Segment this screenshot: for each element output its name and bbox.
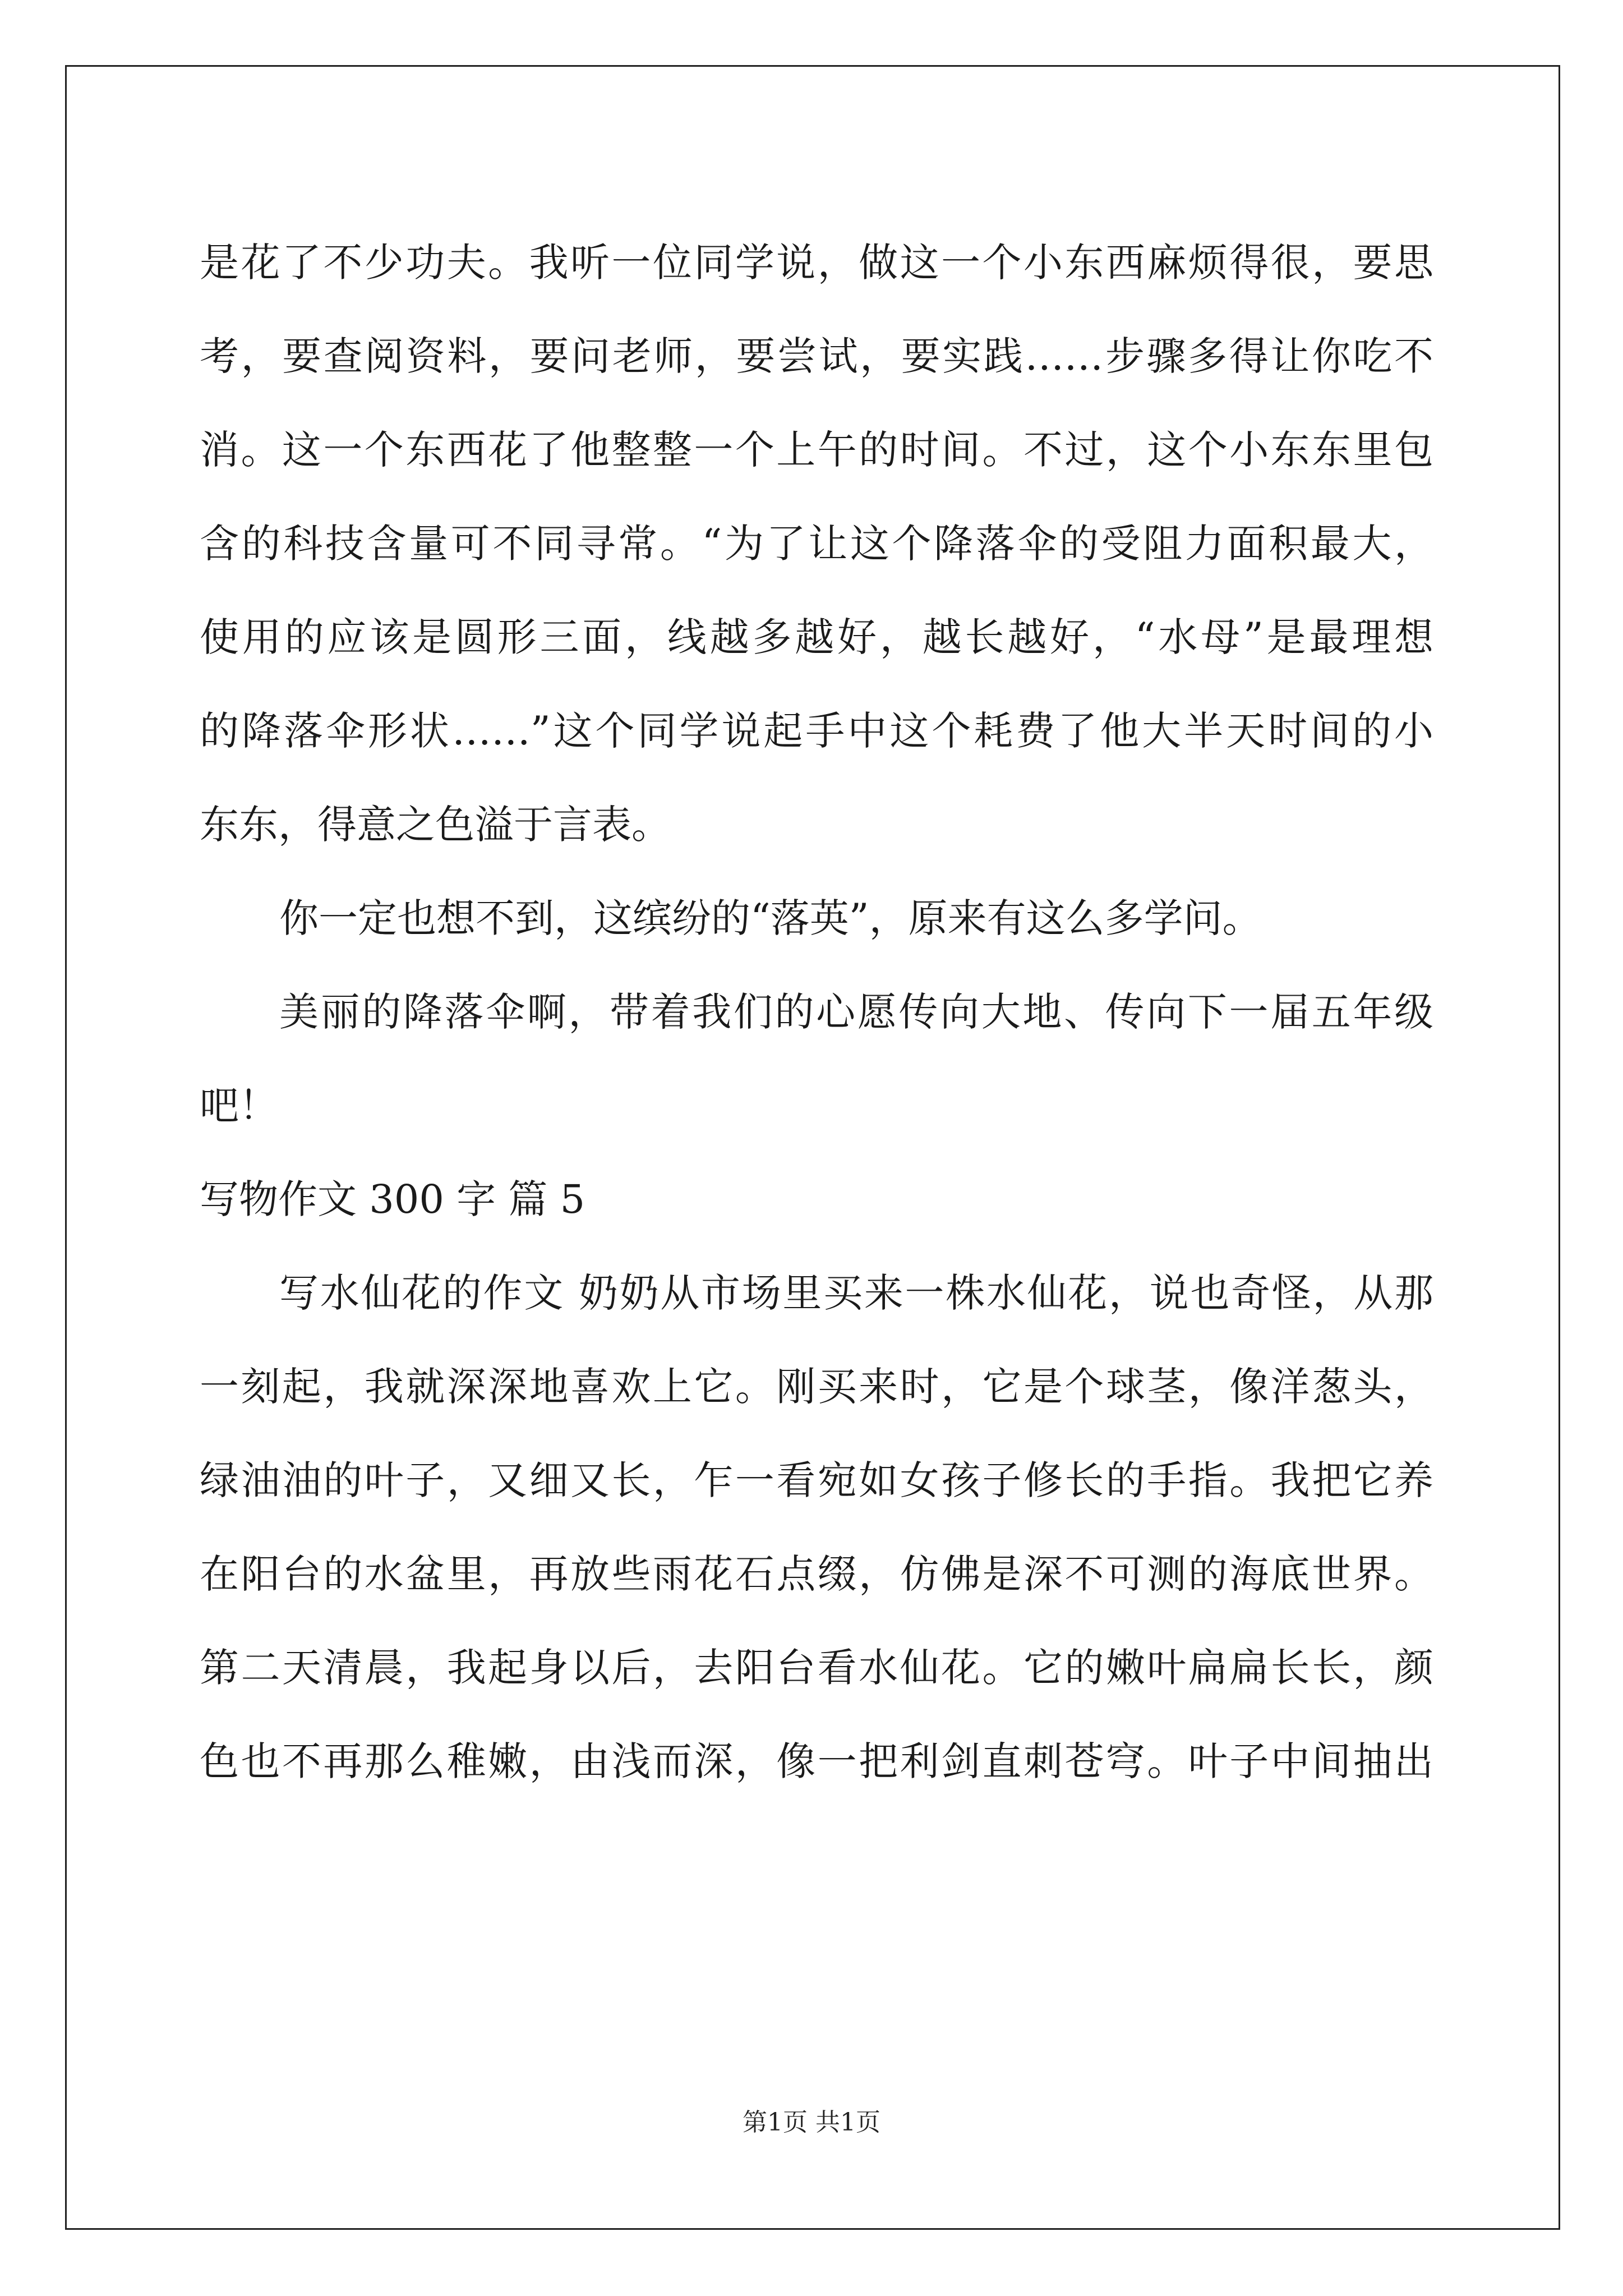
text-line: 考，要查阅资料，要问老师，要尝试，要实践……步骤多得让你吃不 — [200, 333, 1433, 379]
paragraph-3 — [200, 965, 1433, 1153]
text-line: 一刻起，我就深深地喜欢上它。刚买来时，它是个球茎，像洋葱头， — [200, 1364, 1433, 1410]
text-line: 东东，得意之色溢于言表。 — [200, 802, 671, 848]
text-line: 的降落伞形状……”这个同学说起手中这个耗费了他大半天时间的小 — [200, 708, 1433, 754]
text-line: 美丽的降落伞啊，带着我们的心愿传向大地、传向下一届五年级 — [279, 989, 1433, 1035]
text-line: 绿油油的叶子，又细又长，乍一看宛如女孩子修长的手指。我把它养 — [200, 1457, 1433, 1503]
page-number-footer: 第1页 共1页 — [743, 2108, 880, 2137]
text-line: 色也不再那么稚嫩，由浅而深，像一把利剑直刺苍穹。叶子中间抽出 — [200, 1738, 1433, 1784]
text-line: 消。这一个东西花了他整整一个上午的时间。不过，这个小东东里包 — [200, 427, 1433, 473]
text-line: 是花了不少功夫。我听一位同学说，做这一个小东西麻烦得很，要思 — [200, 240, 1433, 286]
text-line: 含的科技含量可不同寻常。“为了让这个降落伞的受阻力面积最大， — [200, 521, 1433, 567]
text-line: 在阳台的水盆里，再放些雨花石点缀，仿佛是深不可测的海底世界。 — [200, 1551, 1433, 1597]
paragraph-1 — [200, 216, 1433, 872]
text-line: 吧！ — [200, 1083, 278, 1129]
section-heading: 写物作文 300 字 篇 5 — [200, 1176, 585, 1222]
text-line: 使用的应该是圆形三面，线越多越好，越长越好，“水母”是最理想 — [200, 614, 1433, 660]
document-body — [200, 216, 1433, 1809]
paragraph-2 — [200, 872, 1433, 965]
text-line: 第二天清晨，我起身以后，去阳台看水仙花。它的嫩叶扁扁长长，颜 — [200, 1645, 1433, 1691]
paragraph-4 — [200, 1246, 1433, 1809]
text-line: 你一定也想不到，这缤纷的“落英”，原来有这么多学问。 — [279, 895, 1262, 941]
text-line: 写水仙花的作文 奶奶从市场里买来一株水仙花，说也奇怪，从那 — [279, 1270, 1433, 1316]
